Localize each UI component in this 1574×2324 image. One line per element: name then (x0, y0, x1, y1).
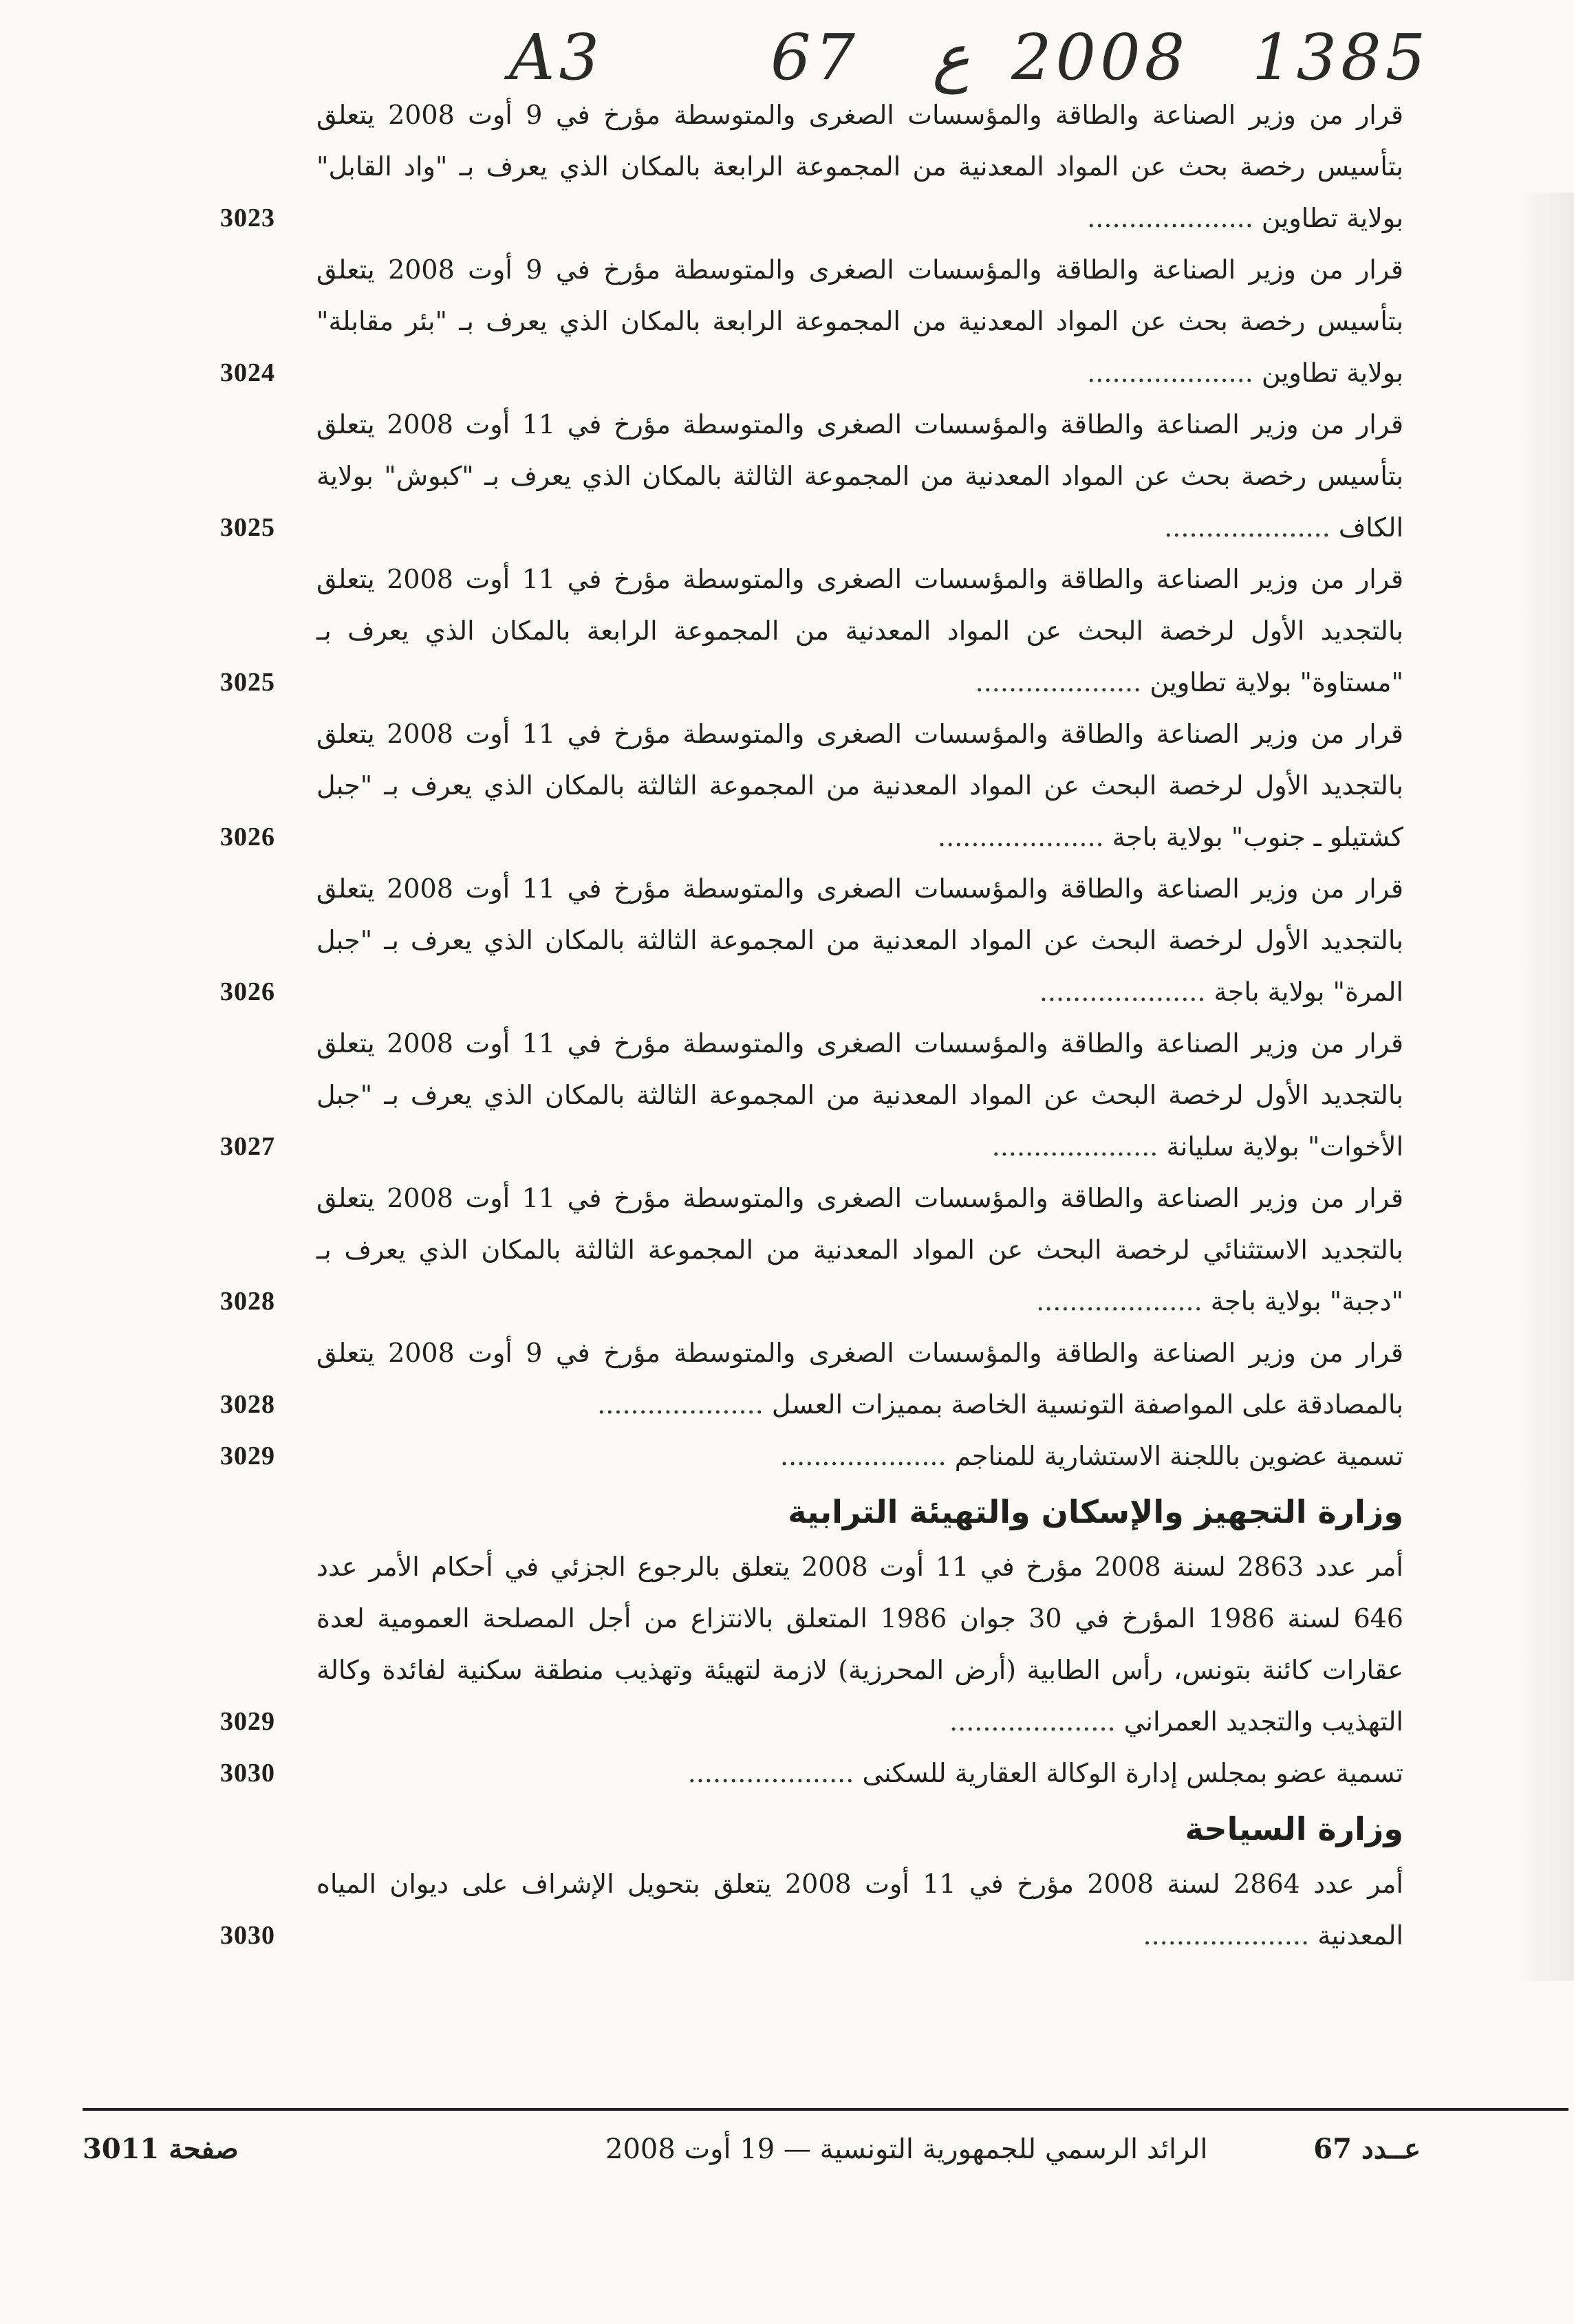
toc-entry-text (316, 863, 1403, 1018)
toc-entry-title: قرار من وزير الصناعة والطاقة والمؤسسات الصغرى والمتوسطة مؤرخ في 11 أوت 2008 يتعلق بالتجديد الاستثنائي لرخصة البحث عن المواد المعدنية من المجموعة الثالثة بالمكان الذي يعرف بـ "دجبة" بولاية باجة (316, 1183, 1403, 1316)
toc-entry (220, 708, 1403, 863)
toc-entry-page-number: 3023 (220, 204, 275, 232)
toc-entry-page-number: 3028 (220, 1287, 275, 1316)
toc-entry (220, 1541, 1403, 1748)
leader-dots: .................... (1164, 512, 1330, 543)
toc-entry (220, 1748, 1403, 1799)
toc-entry (220, 399, 1403, 554)
toc-entry (220, 1858, 1403, 1962)
toc-entry (220, 1431, 1403, 1482)
leader-dots: .................... (975, 667, 1142, 697)
toc-entry-title: تسمية عضوين باللجنة الاستشارية للمناجم (954, 1441, 1403, 1471)
section-heading-tourism: وزارة السياحة (1185, 1810, 1403, 1847)
toc-entry-text (316, 89, 1403, 244)
toc-entry-text (316, 399, 1403, 554)
toc-entry-page-number: 3026 (220, 823, 275, 851)
toc-entry-page-number: 3026 (220, 977, 275, 1006)
leader-dots: .................... (597, 1389, 764, 1420)
page-footer (83, 2122, 1421, 2177)
toc-entry-text (316, 1431, 1403, 1482)
footer-page-number: صفحة 3011 (83, 2133, 239, 2165)
handwritten-issue-number: 67 (770, 21, 860, 94)
leader-dots: .................... (1087, 358, 1253, 388)
toc-entry (220, 89, 1403, 244)
toc-entry-title: قرار من وزير الصناعة والطاقة والمؤسسات الصغرى والمتوسطة مؤرخ في 11 أوت 2008 يتعلق بالتجديد الأول لرخصة البحث عن المواد المعدنية من المجموعة الثالثة بالمكان الذي يعرف بـ "جبل كشتيلو ـ جنوب" بولاية باجة (316, 719, 1403, 852)
toc-entry-text (316, 1018, 1403, 1173)
toc-entry (220, 244, 1403, 399)
toc-entry-page-number: 3025 (220, 513, 275, 542)
toc-entry (220, 1327, 1403, 1431)
toc-entry-page-number: 3029 (220, 1442, 275, 1470)
toc-entry-page-number: 3029 (220, 1707, 275, 1736)
toc-entry-title: قرار من وزير الصناعة والطاقة والمؤسسات الصغرى والمتوسطة مؤرخ في 11 أوت 2008 يتعلق بتأسيس رخصة بحث عن المواد المعدنية من المجموعة الثالثة بالمكان الذي يعرف بـ "كبوش" بولاية الكاف (316, 409, 1403, 543)
toc-entry-text (316, 554, 1403, 708)
toc-entry-title: قرار من وزير الصناعة والطاقة والمؤسسات الصغرى والمتوسطة مؤرخ في 11 أوت 2008 يتعلق بالتجديد الأول لرخصة البحث عن المواد المعدنية من المجموعة الثالثة بالمكان الذي يعرف بـ "جبل الأخوات" بولاية سليانة (316, 1028, 1403, 1162)
toc-entry-text (316, 244, 1403, 399)
toc-entry-title: قرار من وزير الصناعة والطاقة والمؤسسات الصغرى والمتوسطة مؤرخ في 9 أوت 2008 يتعلق بالمصادقة على المواصفة التونسية الخاصة بمميزات العسل (316, 1338, 1403, 1420)
toc-entry-page-number: 3027 (220, 1132, 275, 1161)
leader-dots: .................... (1087, 203, 1253, 233)
toc-entry-text (316, 1748, 1403, 1799)
leader-dots: .................... (780, 1441, 947, 1471)
toc-entry-text (316, 1173, 1403, 1327)
toc-entry-text (316, 708, 1403, 863)
leader-dots: .................... (687, 1758, 854, 1788)
toc-entry-title: قرار من وزير الصناعة والطاقة والمؤسسات الصغرى والمتوسطة مؤرخ في 11 أوت 2008 يتعلق بالتجديد الأول لرخصة البحث عن المواد المعدنية من المجموعة الرابعة بالمكان الذي يعرف بـ "مستاوة" بولاية تطاوين (316, 564, 1403, 697)
toc-entry (220, 554, 1403, 708)
toc-entry (220, 1173, 1403, 1327)
toc-entry (220, 1018, 1403, 1173)
leader-dots: .................... (991, 1131, 1158, 1162)
toc-entry (220, 863, 1403, 1018)
handwritten-letter: ع (932, 21, 970, 94)
toc-entry-title: تسمية عضو بمجلس إدارة الوكالة العقارية للسكنى (862, 1758, 1403, 1788)
section-heading-equipment: وزارة التجهيز والإسكان والتهيئة الترابية (788, 1493, 1403, 1530)
leader-dots: .................... (938, 822, 1104, 852)
handwritten-year: 2008 (1011, 21, 1189, 94)
footer-issue-number: عــدد 67 (1313, 2133, 1421, 2165)
toc-entry-page-number: 3030 (220, 1759, 275, 1788)
toc-entry-text (316, 1858, 1403, 1962)
leader-dots: .................... (1036, 1286, 1203, 1316)
toc-entry-title: أمر عدد 2864 لسنة 2008 مؤرخ في 11 أوت 2008 يتعلق بتحويل الإشراف على ديوان المياه المعدنية (316, 1869, 1403, 1951)
toc-entry-text (316, 1541, 1403, 1748)
page-edge-shadow (1512, 193, 1574, 1981)
toc-entry-title: قرار من وزير الصناعة والطاقة والمؤسسات الصغرى والمتوسطة مؤرخ في 9 أوت 2008 يتعلق بتأسيس رخصة بحث عن المواد المعدنية من المجموعة الرابعة بالمكان الذي يعرف بـ "بئر مقابلة" بولاية تطاوين (316, 254, 1403, 388)
toc-entry-page-number: 3025 (220, 668, 275, 697)
toc-entry-text (316, 1327, 1403, 1431)
toc-entry-page-number: 3030 (220, 1921, 275, 1950)
table-of-contents (220, 89, 1403, 1962)
footer-journal-title: الرائد الرسمي للجمهورية التونسية — 19 أوت 2008 (605, 2133, 1208, 2165)
toc-entry-title: قرار من وزير الصناعة والطاقة والمؤسسات الصغرى والمتوسطة مؤرخ في 9 أوت 2008 يتعلق بتأسيس رخصة بحث عن المواد المعدنية من المجموعة الرابعة بالمكان الذي يعرف بـ "واد القابل" بولاية تطاوين (316, 100, 1403, 233)
leader-dots: .................... (949, 1706, 1116, 1737)
toc-entry-title: أمر عدد 2863 لسنة 2008 مؤرخ في 11 أوت 2008 يتعلق بالرجوع الجزئي في أحكام الأمر عدد 646 لسنة 1986 المؤرخ في 30 جوان 1986 المتعلق بالانتزاع من أجل المصلحة العمومية لعدة عقارات كائنة بتونس، رأس الطابية (أرض المحرزية) لازمة لتهيئة وتهذيب منطقة سكنية لفائدة وكالة التهذيب والتجديد العمراني (316, 1552, 1403, 1737)
toc-entry-title: قرار من وزير الصناعة والطاقة والمؤسسات الصغرى والمتوسطة مؤرخ في 11 أوت 2008 يتعلق بالتجديد الأول لرخصة البحث عن المواد المعدنية من المجموعة الثالثة بالمكان الذي يعرف بـ "جبل المرة" بولاية باجة (316, 873, 1403, 1007)
handwritten-a3: A3 (509, 21, 603, 94)
leader-dots: .................... (1039, 977, 1206, 1007)
toc-entry-page-number: 3024 (220, 358, 275, 387)
handwritten-ref-number: 1385 (1252, 21, 1430, 94)
toc-entry-page-number: 3028 (220, 1390, 275, 1419)
leader-dots: .................... (1143, 1920, 1310, 1951)
footer-rule (83, 2108, 1568, 2111)
